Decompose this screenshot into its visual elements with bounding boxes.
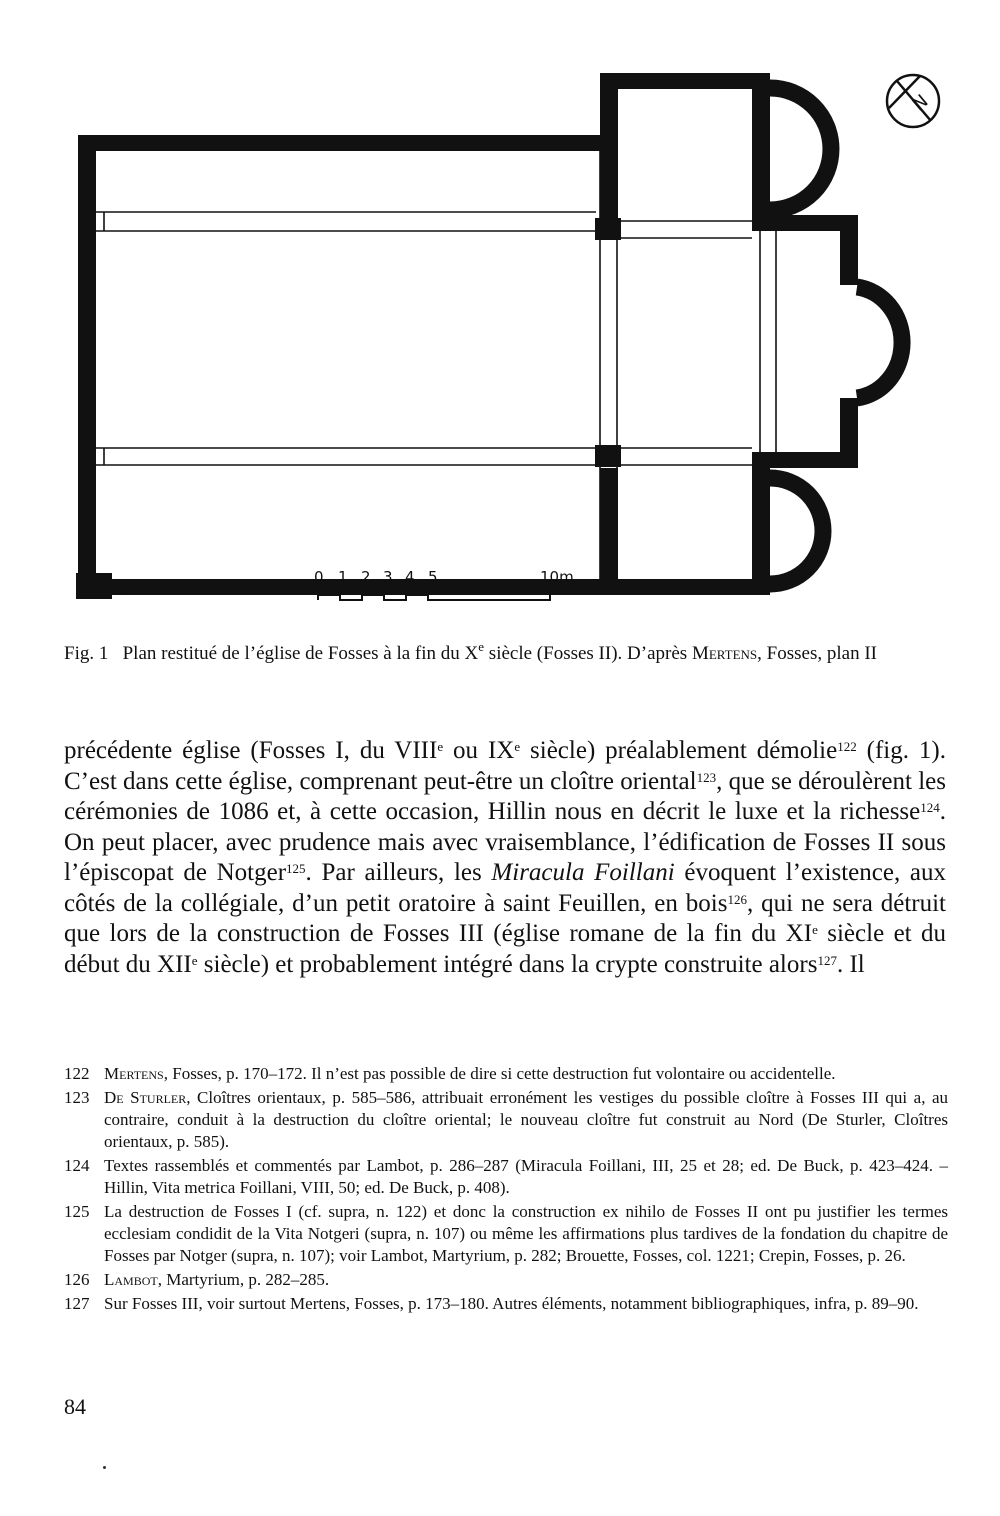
scale-label: 4 bbox=[405, 568, 415, 586]
scale-label: 2 bbox=[361, 568, 371, 586]
transept-north-wall bbox=[600, 73, 770, 89]
crossing-pier-north bbox=[595, 218, 621, 240]
scale-labels bbox=[312, 568, 572, 588]
footnote-ref: 124 bbox=[920, 800, 940, 815]
footnote: 124 Textes rassemblés et commentés par Lambot, p. 286–287 (Miracula Foillani, III, 25 et 28; ed. De Buck, p. 423–424. – Hillin, Vita metrica Foillani, VIII, 50; ed. De Buck, p. 408). bbox=[64, 1156, 948, 1197]
scale-label: 1 bbox=[338, 568, 348, 586]
footnote-ref: 127 bbox=[817, 952, 837, 968]
choir-east-wall-north bbox=[840, 215, 858, 285]
footnote-ref: 126 bbox=[727, 891, 747, 907]
footnote: 122 Mertens, Fosses, p. 170–172. Il n’est pas possible de dire si cette destruction fut volontaire ou accidentelle. bbox=[64, 1064, 836, 1083]
legend-swatch bbox=[76, 573, 112, 599]
church-floor-plan bbox=[60, 60, 980, 620]
south-apse bbox=[770, 478, 823, 584]
scale-label: 10m bbox=[540, 568, 574, 586]
crossing-pier-south bbox=[595, 445, 621, 467]
footnote: 123 De Sturler, Cloîtres orientaux, p. 585–586, attribuait erronément les vestiges du possible cloître à Fosses III qui a, au contraire, conduit à la destruction du cloître oriental; le nouveau cloître fut construit au Nord (De Sturler, Cloîtres orientaux, p. 585). bbox=[64, 1088, 948, 1151]
figure-caption: Fig. 1 Plan restitué de l’église de Fosses à la fin du Xe siècle (Fosses II). D’après Mertens, Fosses, plan II bbox=[64, 639, 877, 664]
figure-label: Fig. 1 bbox=[64, 643, 109, 664]
transept-west-wall-south bbox=[600, 468, 618, 595]
legend-label: a bbox=[122, 582, 131, 598]
transept-south-wall bbox=[600, 579, 770, 595]
north-apse bbox=[770, 88, 831, 210]
speck bbox=[103, 1466, 106, 1469]
scale-label: 3 bbox=[383, 568, 393, 586]
nave-west-wall bbox=[78, 135, 96, 595]
scale-label: 5 bbox=[428, 568, 438, 586]
transept-east-wall-south bbox=[752, 468, 770, 595]
choir-east-wall-south bbox=[840, 398, 858, 468]
footnote: 125 La destruction de Fosses I (cf. supra, n. 122) et donc la construction ex nihilo de Fosses II ont pu justifier les termes ecclesiam condidit de la Vita Notgeri (supra, n. 107) ou même les affirmations plus tardives de la fondation du chapitre de Fosses par Notger (supra, n. 107); voir Lambot, Martyrium, p. 282; Brouette, Fosses, col. 1221; Crepin, Fosses, p. 26. bbox=[64, 1202, 948, 1265]
transept-east-wall-north bbox=[752, 73, 770, 221]
footnote-ref: 122 bbox=[837, 739, 857, 754]
footnote: 127 Sur Fosses III, voir surtout Mertens, Fosses, p. 173–180. Autres éléments, notamment bibliographiques, infra, p. 89–90. bbox=[64, 1294, 919, 1313]
page-number: 84 bbox=[64, 1394, 86, 1419]
scale-bar bbox=[318, 595, 550, 600]
footnote: 126 Lambot, Martyrium, p. 282–285. bbox=[64, 1270, 330, 1289]
compass-letter: N bbox=[908, 90, 933, 116]
body-paragraph: précédente église (Fosses I, du VIIIe ou IXe siècle) préalablement démolie$^{122}$ (fig. 1). C’est dans cette église, comprenant peut-être un cloître oriental$^{123}$, que se déroulèrent les cérémonies de 1086 et, à cette occasion, Hillin nous en décrit le luxe et la richesse$^{124}$. On peut placer, avec prudence mais avec vraisemblance, l’édification de Fosses II sous l’épiscopat de Notger$^{125}$. Par ailleurs, les Miracula Foillani évoquent l’existence, aux côtés de la collégiale, d’un petit oratoire à saint Feuillen, en bois$^{126}$, qui ne sera détruit que lors de la construction de Fosses III (église romane de la fin du XIe siècle et du début du XIIe siècle) et probablement intégré dans la crypte construite alors$^{127}$. Il bbox=[64, 737, 947, 978]
body-text bbox=[64, 736, 946, 980]
central-apse bbox=[857, 287, 902, 398]
nave-north-wall bbox=[78, 135, 602, 151]
caption-author: Mertens bbox=[691, 643, 758, 664]
footnote-ref: 123 bbox=[696, 769, 717, 785]
transept-west-wall-north bbox=[600, 73, 618, 221]
scale-label: 0 bbox=[314, 568, 324, 586]
footnotes bbox=[64, 1063, 948, 1317]
footnote-ref: 125 bbox=[286, 861, 306, 876]
